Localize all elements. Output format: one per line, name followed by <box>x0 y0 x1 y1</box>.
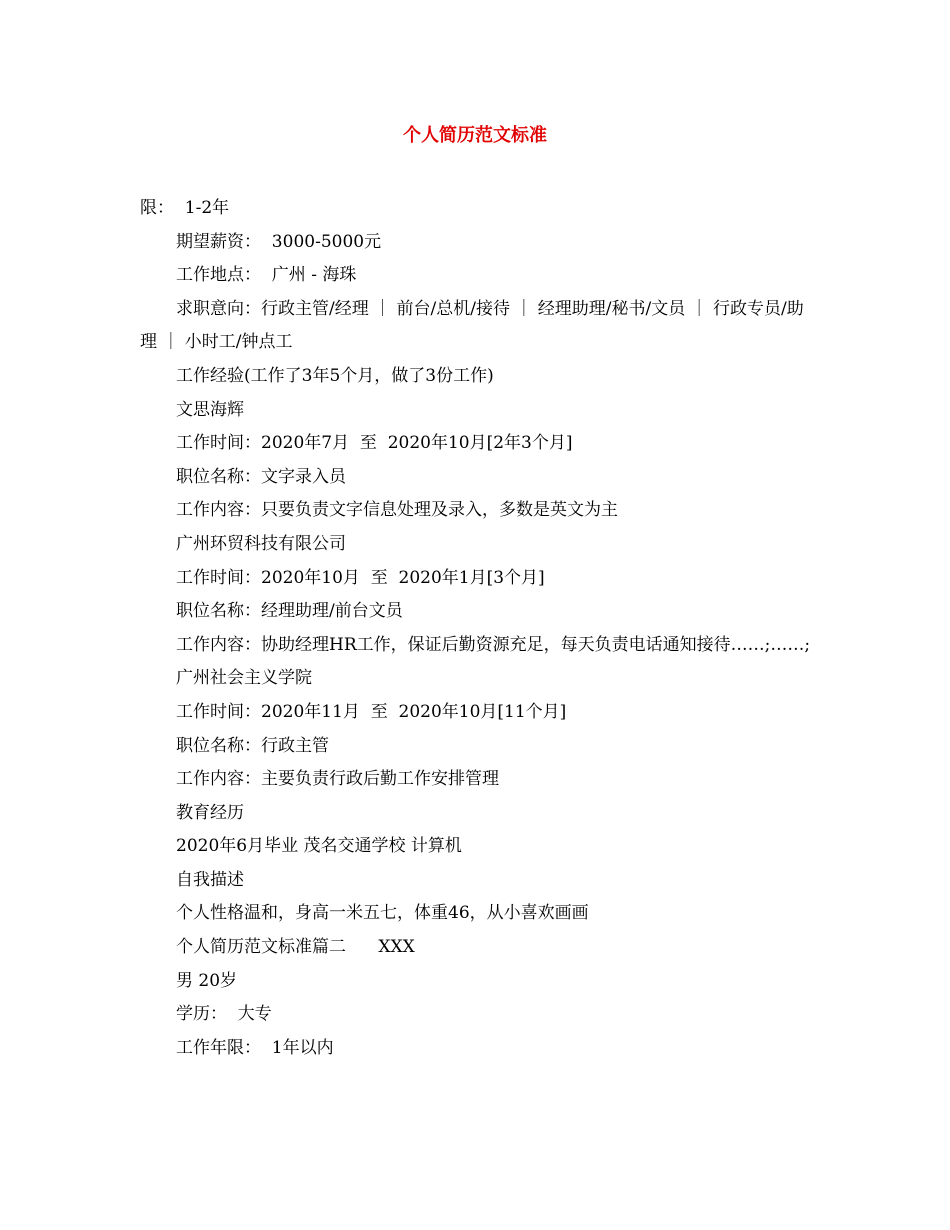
paragraph: 工作年限： 1年以内 <box>176 1037 334 1058</box>
paragraph: 工作内容：只要负责文字信息处理及录入，多数是英文为主 <box>176 500 618 521</box>
paragraph: 文思海辉 <box>176 399 244 420</box>
paragraph: 广州社会主义学院 <box>176 668 312 689</box>
paragraph: 男 20岁 <box>176 970 238 991</box>
document-title: 个人简历范文标准 <box>403 125 547 146</box>
paragraph: 工作内容：主要负责行政后勤工作安排管理 <box>176 769 499 790</box>
paragraph: 学历： 大专 <box>176 1004 272 1025</box>
paragraph: 个人性格温和，身高一米五七，体重46，从小喜欢画画 <box>176 903 589 924</box>
paragraph: 个人简历范文标准篇二 XXX <box>176 937 415 958</box>
paragraph: 职位名称：经理助理/前台文员 <box>176 601 403 622</box>
document-body <box>140 192 816 1065</box>
paragraph: 教育经历 <box>176 802 244 823</box>
paragraph: 工作时间：2020年11月 至 2020年10月[11个月] <box>176 701 567 722</box>
paragraph: 工作内容：协助经理HR工作，保证后勤资源充足，每天负责电话通知接待……;……; <box>176 634 811 655</box>
paragraph: 自我描述 <box>176 869 244 890</box>
paragraph: 工作时间：2020年7月 至 2020年10月[2年3个月] <box>176 433 573 454</box>
paragraph: 职位名称：行政主管 <box>176 735 329 756</box>
paragraph: 期望薪资： 3000-5000元 <box>176 231 382 252</box>
paragraph: 求职意向：行政主管/经理 ｜ 前台/总机/接待 ｜ 经理助理/秘书/文员 ｜ 行政专员/助理 ｜ 小时工/钟点工 <box>140 298 804 353</box>
paragraph: 工作经验(工作了3年5个月，做了3份工作) <box>176 365 494 386</box>
paragraph: 职位名称：文字录入员 <box>176 466 346 487</box>
paragraph: 限： 1-2年 <box>140 198 230 218</box>
paragraph: 广州环贸科技有限公司 <box>176 533 346 554</box>
paragraph: 工作时间：2020年10月 至 2020年1月[3个月] <box>176 567 545 588</box>
paragraph: 工作地点： 广州 - 海珠 <box>176 265 357 286</box>
paragraph: 2020年6月毕业 茂名交通学校 计算机 <box>176 836 462 857</box>
